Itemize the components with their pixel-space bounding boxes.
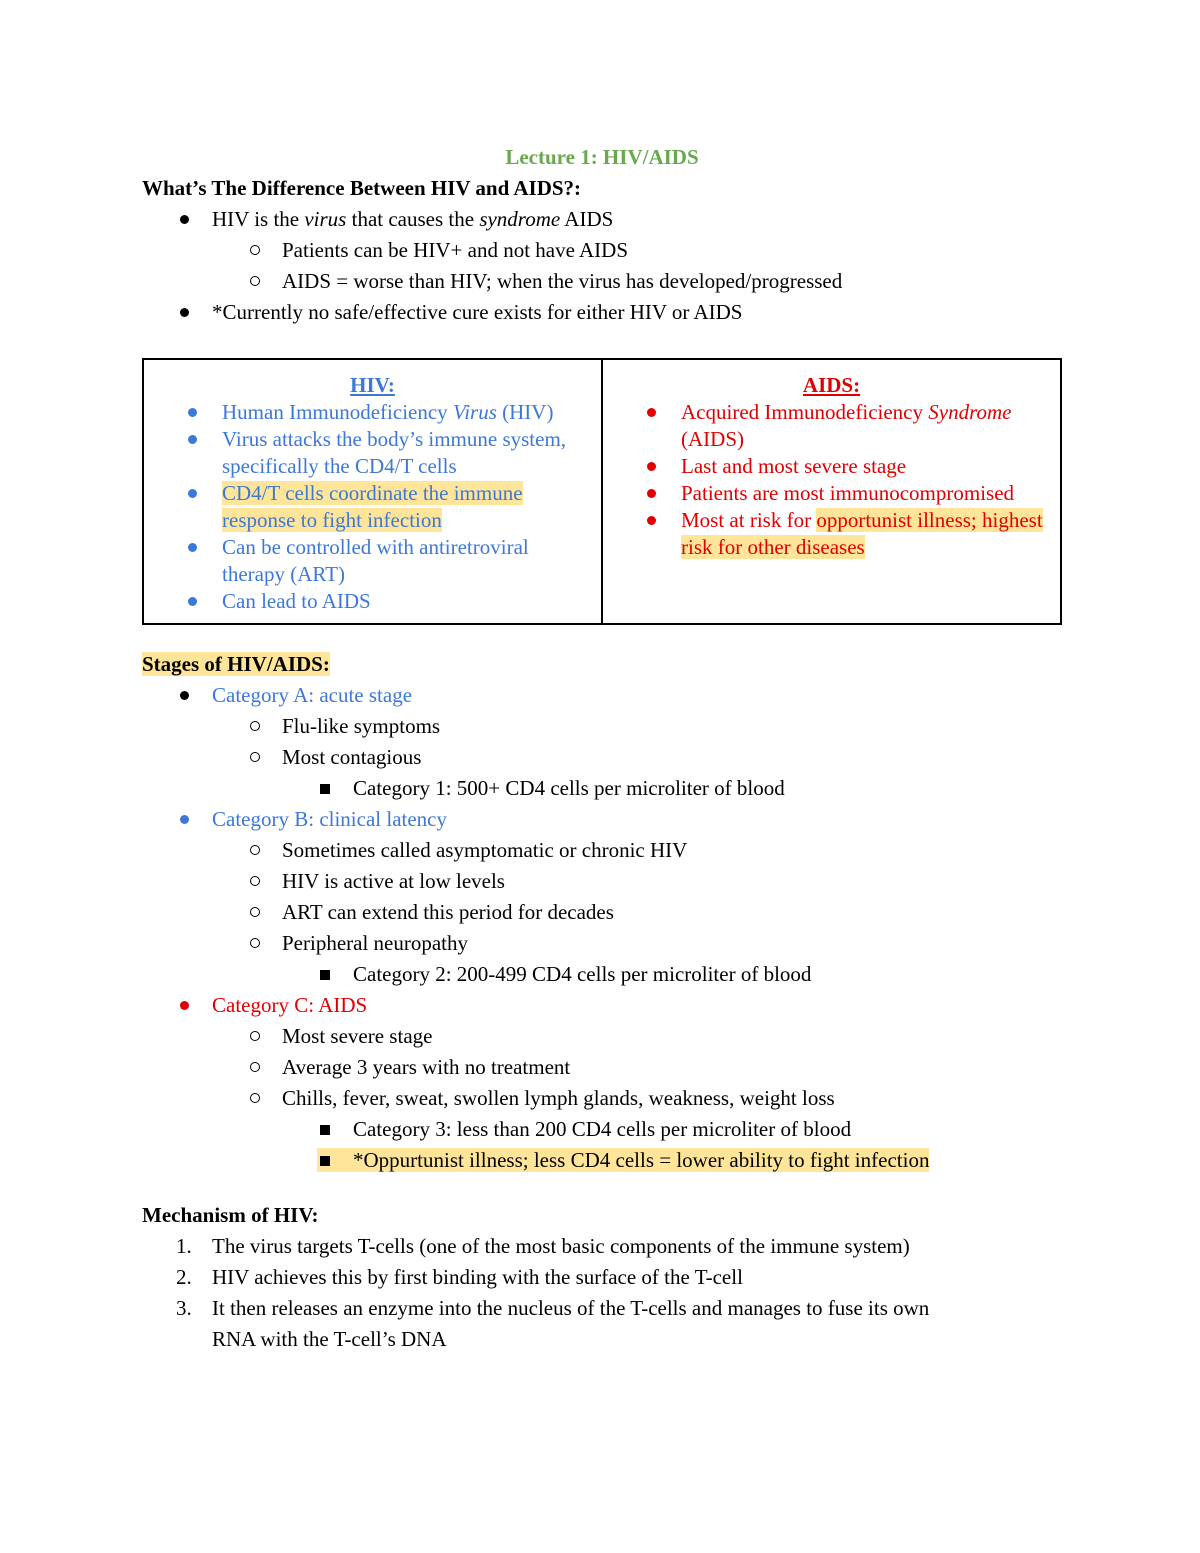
document-page <box>142 142 1062 1355</box>
list-item: Most contagious <box>142 742 1062 773</box>
bullet-icon <box>180 308 189 317</box>
list-item: Category 1: 500+ CD4 cells per microliter of blood <box>142 773 1062 804</box>
aids-heading: AIDS: <box>802 373 861 397</box>
bullet-icon <box>188 435 197 444</box>
list-item: ART can extend this period for decades <box>142 897 1062 928</box>
list-item: Category C: AIDS <box>142 990 1062 1021</box>
bullet-icon <box>647 408 656 417</box>
list-item: Category 2: 200-499 CD4 cells per microliter of blood <box>142 959 1062 990</box>
bullet-icon <box>180 215 189 224</box>
list-item: Category 3: less than 200 CD4 cells per microliter of blood <box>142 1114 1062 1145</box>
square-bullet-icon <box>320 784 330 794</box>
list-item: AIDS = worse than HIV; when the virus has developed/progressed <box>142 266 1062 297</box>
list-item: Patients can be HIV+ and not have AIDS <box>142 235 1062 266</box>
bullet-icon <box>180 691 189 700</box>
hiv-heading: HIV: <box>350 373 395 397</box>
aids-column <box>602 359 1061 624</box>
section-heading-stages: Stages of HIV/AIDS: <box>142 652 330 676</box>
circle-bullet-icon <box>250 1062 260 1072</box>
circle-bullet-icon <box>250 845 260 855</box>
circle-bullet-icon <box>250 1031 260 1041</box>
table-list-item: Most at risk for opportunist illness; highest risk for other diseases <box>613 507 1050 561</box>
list-item-continuation: RNA with the T-cell’s DNA <box>212 1327 447 1351</box>
circle-bullet-icon <box>250 938 260 948</box>
list-number: 1. <box>176 1234 192 1258</box>
bullet-icon <box>180 815 189 824</box>
list-item: HIV is active at low levels <box>142 866 1062 897</box>
bullet-icon <box>188 543 197 552</box>
list-item: Most severe stage <box>142 1021 1062 1052</box>
list-item: Category B: clinical latency <box>142 804 1062 835</box>
list-number: 2. <box>176 1265 192 1289</box>
list-item: Category A: acute stage <box>142 680 1062 711</box>
list-number: 3. <box>176 1296 192 1320</box>
circle-bullet-icon <box>250 721 260 731</box>
circle-bullet-icon <box>250 752 260 762</box>
list-item: 2. HIV achieves this by first binding with the surface of the T-cell <box>142 1262 1062 1293</box>
list-item: Sometimes called asymptomatic or chronic HIV <box>142 835 1062 866</box>
comparison-table <box>142 358 1062 625</box>
section-heading-mechanism: Mechanism of HIV: <box>142 1203 319 1227</box>
table-list-item: Can lead to AIDS <box>154 588 591 615</box>
list-item: Peripheral neuropathy <box>142 928 1062 959</box>
circle-bullet-icon <box>250 245 260 255</box>
list-item: HIV is the virus that causes the syndrome AIDS <box>142 204 1062 235</box>
bullet-icon <box>188 408 197 417</box>
circle-bullet-icon <box>250 876 260 886</box>
page-title: Lecture 1: HIV/AIDS <box>505 145 699 169</box>
list-item: *Currently no safe/effective cure exists for either HIV or AIDS <box>142 297 1062 328</box>
table-list-item: Can be controlled with antiretroviral therapy (ART) <box>154 534 591 588</box>
list-item: *Oppurtunist illness; less CD4 cells = lower ability to fight infection <box>142 1145 1062 1176</box>
bullet-icon <box>180 1001 189 1010</box>
hiv-column <box>143 359 602 624</box>
square-bullet-icon <box>320 970 330 980</box>
table-list-item: Acquired Immunodeficiency Syndrome (AIDS) <box>613 399 1050 453</box>
table-list-item: CD4/T cells coordinate the immune response to fight infection <box>154 480 591 534</box>
table-list-item: Last and most severe stage <box>613 453 1050 480</box>
square-bullet-icon <box>320 1156 330 1166</box>
list-item: Average 3 years with no treatment <box>142 1052 1062 1083</box>
section-heading-difference: What’s The Difference Between HIV and AIDS?: <box>142 176 582 200</box>
list-item: Chills, fever, sweat, swollen lymph glands, weakness, weight loss <box>142 1083 1062 1114</box>
bullet-icon <box>188 597 197 606</box>
circle-bullet-icon <box>250 276 260 286</box>
circle-bullet-icon <box>250 907 260 917</box>
bullet-icon <box>647 489 656 498</box>
table-list-item: Virus attacks the body’s immune system, specifically the CD4/T cells <box>154 426 591 480</box>
table-list-item: Patients are most immunocompromised <box>613 480 1050 507</box>
circle-bullet-icon <box>250 1093 260 1103</box>
list-item: Flu-like symptoms <box>142 711 1062 742</box>
square-bullet-icon <box>320 1125 330 1135</box>
bullet-icon <box>647 516 656 525</box>
table-list-item: Human Immunodeficiency Virus (HIV) <box>154 399 591 426</box>
bullet-icon <box>188 489 197 498</box>
bullet-icon <box>647 462 656 471</box>
list-item: 1. The virus targets T-cells (one of the most basic components of the immune system) <box>142 1231 1062 1262</box>
list-item: 3. It then releases an enzyme into the nucleus of the T-cells and manages to fuse its own <box>142 1293 1062 1324</box>
